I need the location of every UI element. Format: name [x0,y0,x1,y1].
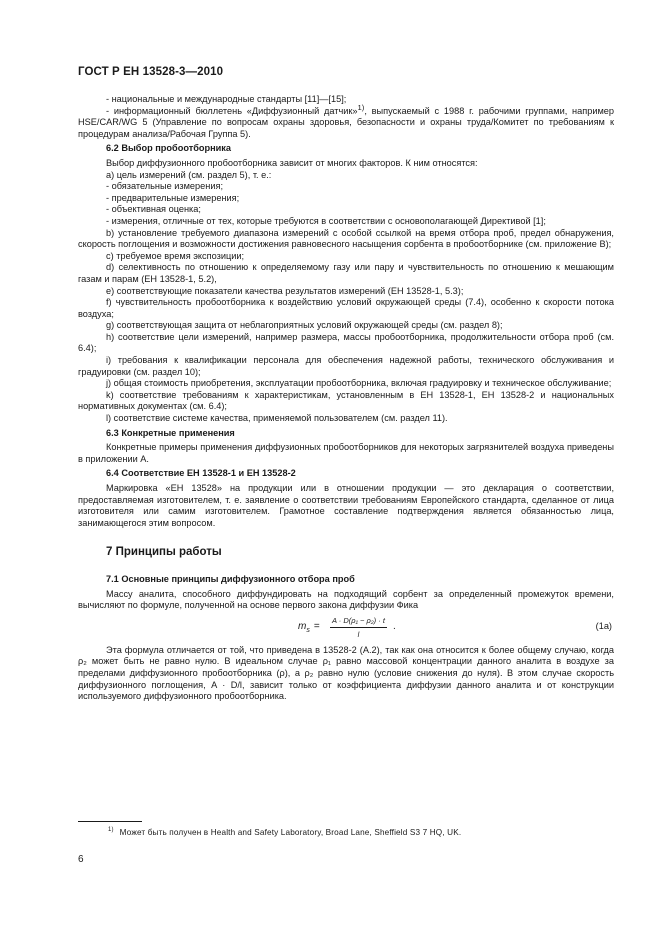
page-number: 6 [78,854,84,865]
footnote-ref: 1) [357,102,365,112]
formula-m: m [298,620,307,632]
formula-denominator: l [357,630,360,640]
paragraph: l) соответствие системе качества, применяемой пользователем (см. раздел 11). [106,413,448,424]
paragraph: - национальные и международные стандарты [11]—[15]; [106,94,347,104]
paragraph: Маркировка «ЕН 13528» на продукции или в отношении продукции — это декларация о соответствии, предоставляемая изготовителем, т. е. заявление о соответствии требованиям Европейского стандарта, сделанное от лица изготовителя или самим изготовителем. Грамотное составление подтверждения является обязанностью лица, занимающегося этим вопросом. [78,483,614,528]
paragraph: - предварительные измерения; [106,192,240,203]
paragraph: b) установление требуемого диапазона измерений с особой ссылкой на время отбора проб, предел обнаружения, скорость поглощения и возможности достижения равновесного насыщения сорбента в пробоотборнике (см. приложение В); [78,227,614,250]
section-heading: 6.4 Соответствие ЕН 13528-1 и ЕН 13528-2 [106,468,296,479]
paragraph: Эта формула отличается от той, что приведена в 13528-2 (А.2), так как она относится к более общему случаю, когда ρ₂ может быть не равно нулю. В идеальном случае ρ₁ равно массовой концентрации данного аналита в воздухе за пределами диффузионного пробоотборника (ρ), а ρ₂ равно нулю (условие снижения до нуля). В этом случае скорость диффузионного поглощения, A · D/l, зависит только от коэффициента диффузии данного аналита и от конструкции используемого диффузионного пробоотборника. [78,644,614,702]
paragraph: - обязательные измерения; [106,181,223,192]
formula-dot: . [393,620,396,632]
paragraph: k) соответствие требованиям к характеристикам, установленным в ЕН 13528-1, ЕН 13528-2 и национальных нормативных документах (см. 6.4); [78,389,614,412]
formula-number: (1a) [595,620,612,631]
paragraph: e) соответствующие показатели качества результатов измерений (ЕН 13528-1, 5.3); [106,285,464,296]
chapter-heading: 7 Принципы работы [106,546,222,559]
formula-1a [78,615,614,641]
paragraph: Массу аналита, способного диффундировать на подходящий сорбент за определенный промежуток времени, вычисляют по формуле, полученной на основе первого закона диффузии Фика [78,588,614,611]
paragraph: g) соответствующая защита от неблагоприятных условий окружающей среды (см. раздел 8); [106,320,503,331]
paragraph [78,102,614,141]
paragraph: a) цель измерений (см. раздел 5), т. е.: [106,169,272,180]
paragraph-text: , выпускаемый с 1988 г. рабочими группами, например HSE/CAR/WG 5 (Управление по вопросам охраны здоровья, безопасности и охраны труда/Комитет по требованиям к процедурам анализа/Рабочая Группа 5). [78,105,614,139]
footnote-marker: 1) [108,827,114,834]
paragraph: i) требования к квалификации персонала для обеспечения надежной работы, технического обслуживания и градуировки (см. раздел 10); [78,355,614,377]
paragraph: f) чувствительность пробоотборника к воздействию условий окружающей среды (7.4), особенно к скорости потока воздуха; [78,297,614,319]
footnote-text: Может быть получен в Health and Safety Laboratory, Broad Lane, Sheffield S3 7 HQ, UK. [119,828,462,837]
formula-fraction [330,615,387,641]
paragraph: - объективная оценка; [106,204,201,215]
formula-equals: = [313,620,320,632]
section-heading: 7.1 Основные принципы диффузионного отбора проб [106,573,355,584]
section-heading: 6.3 Конкретные применения [106,427,235,438]
section-heading: 6.2 Выбор пробоотборника [106,143,232,154]
footnote-divider [78,821,142,822]
page-header: ГОСТ Р ЕН 13528-3—2010 [78,66,224,78]
document-body [78,94,614,703]
footnote [108,828,461,837]
paragraph: c) требуемое время экспозиции; [106,250,245,261]
paragraph: Выбор диффузионного пробоотборника зависит от многих факторов. К ним относятся: [106,157,478,168]
formula-sub: s [306,626,310,634]
paragraph: d) селективность по отношению к определяемому газу или пару и чувствительность по отношению к мешающим газам и парам (ЕН 13528-1, 5.2), [78,262,614,284]
paragraph: j) общая стоимость приобретения, эксплуатации пробоотборника, включая градуировку и техническое обслуживание; [106,378,612,389]
paragraph-text: - информационный бюллетень «Диффузионный датчик» [106,105,358,116]
paragraph: - измерения, отличные от тех, которые требуются в соответствии с основополагающей Директивой [1]; [106,215,546,226]
formula-lhs [298,621,320,633]
paragraph: Конкретные примеры применения диффузионных пробоотборников для некоторых загрязнителей воздуха приведены в приложении А. [78,442,614,464]
paragraph: h) соответствие цели измерений, например размера, массы пробоотборника, продолжительности отбора проб (см. 6.4); [78,331,614,354]
formula-numerator: A · D(ρ₁ − ρ₂) · t [330,615,387,629]
